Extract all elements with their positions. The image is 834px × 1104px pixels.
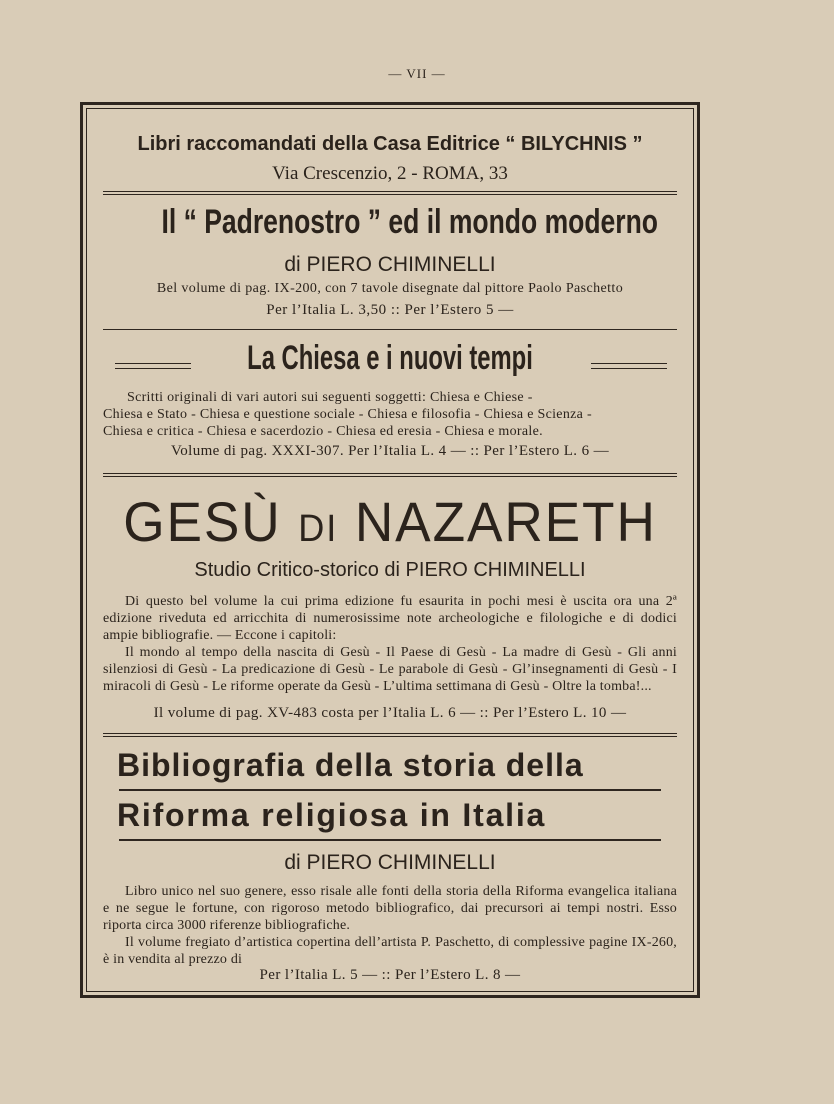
book3-title-part: DI xyxy=(298,508,339,550)
book2-title: La Chiesa e i nuovi tempi xyxy=(247,339,533,377)
book1-price: Per l’Italia L. 3,50 :: Per l’Estero 5 — xyxy=(266,302,514,318)
book3-price: Il volume di pag. XV-483 costa per l’Italia L. 6 — :: Per l’Estero L. 10 — xyxy=(153,705,627,721)
book3-subtitle: Studio Critico-storico di PIERO CHIMINELLI xyxy=(194,559,586,581)
book3-title xyxy=(112,489,669,554)
divider xyxy=(119,839,661,841)
book4-title-line1: Bibliografia della storia della xyxy=(117,747,584,783)
book3-title-part: NAZARETH xyxy=(354,490,657,553)
book2-body xyxy=(103,389,677,440)
book1-title: Il “ Padrenostro ” ed il mondo moderno xyxy=(161,203,659,241)
book4-paragraph: Libro unico nel suo genere, esso risale alle fonti della storia della Riforma evangelica italiana e ne segue le fortune, con rigoroso metodo bibliografico, dai precursori ai tempi nostri. Esso riporta circa 3000 riferenze bibliografiche. xyxy=(103,884,677,933)
book4-price: Per l’Italia L. 5 — :: Per l’Estero L. 8 — xyxy=(259,967,521,983)
advertisement-frame xyxy=(80,102,700,998)
publisher-heading: Libri raccomandati della Casa Editrice “ BILYCHNIS ” xyxy=(137,133,643,155)
book2-body-line: Chiesa e Stato - Chiesa e questione sociale - Chiesa e filosofia - Chiesa e Scienza - xyxy=(103,407,592,422)
publisher-address: Via Crescenzio, 2 - ROMA, 33 xyxy=(272,163,508,184)
ornament-line-left xyxy=(115,363,191,369)
divider xyxy=(103,733,677,737)
book1-author: di PIERO CHIMINELLI xyxy=(284,253,496,276)
ornament-line-right xyxy=(591,363,667,369)
book2-body-line: Scritti originali di vari autori sui seguenti soggetti: Chiesa e Chiese - xyxy=(127,390,533,405)
book3-paragraph: Il mondo al tempo della nascita di Gesù - Il Paese di Gesù - La madre di Gesù - Gli anni silenziosi di Gesù - La predicazione di Gesù - Le parabole di Gesù - Gl’insegnamenti di Gesù - I miracoli di Gesù - Le riforme operate da Gesù - L’ultima settimana di Gesù - Oltre la tomba!... xyxy=(103,645,677,694)
book4-paragraph: Il volume fregiato d’artistica copertina dell’artista P. Paschetto, di complessive pagine IX-260, è in vendita al prezzo di xyxy=(103,935,677,967)
book3-paragraph: Di questo bel volume la cui prima edizione fu esaurita in pochi mesi è uscita ora una 2ª edizione riveduta ed arricchita di numerosissime note archeologiche e filologiche e di dodici ampie bibliografie. — Eccone i capitoli: xyxy=(103,594,677,643)
divider xyxy=(103,329,677,330)
book4-body xyxy=(103,883,677,968)
book4-author: di PIERO CHIMINELLI xyxy=(284,851,496,874)
book3-body xyxy=(103,593,677,695)
book1-description: Bel volume di pag. IX-200, con 7 tavole disegnate dal pittore Paolo Paschetto xyxy=(156,281,624,296)
advertisement-content xyxy=(97,105,683,995)
page-number: — VII — xyxy=(388,66,446,81)
divider xyxy=(103,191,677,195)
book2-body-line: Chiesa e critica - Chiesa e sacerdozio - Chiesa ed eresia - Chiesa e morale. xyxy=(103,424,543,439)
book2-price: Volume di pag. XXXI-307. Per l’Italia L. 4 — :: Per l’Estero L. 6 — xyxy=(170,443,610,459)
book3-title-part: GESÙ xyxy=(123,490,282,553)
book4-title-line2: Riforma religiosa in Italia xyxy=(117,797,547,833)
book2-title-row xyxy=(97,339,683,389)
divider xyxy=(103,473,677,477)
divider xyxy=(119,789,661,791)
